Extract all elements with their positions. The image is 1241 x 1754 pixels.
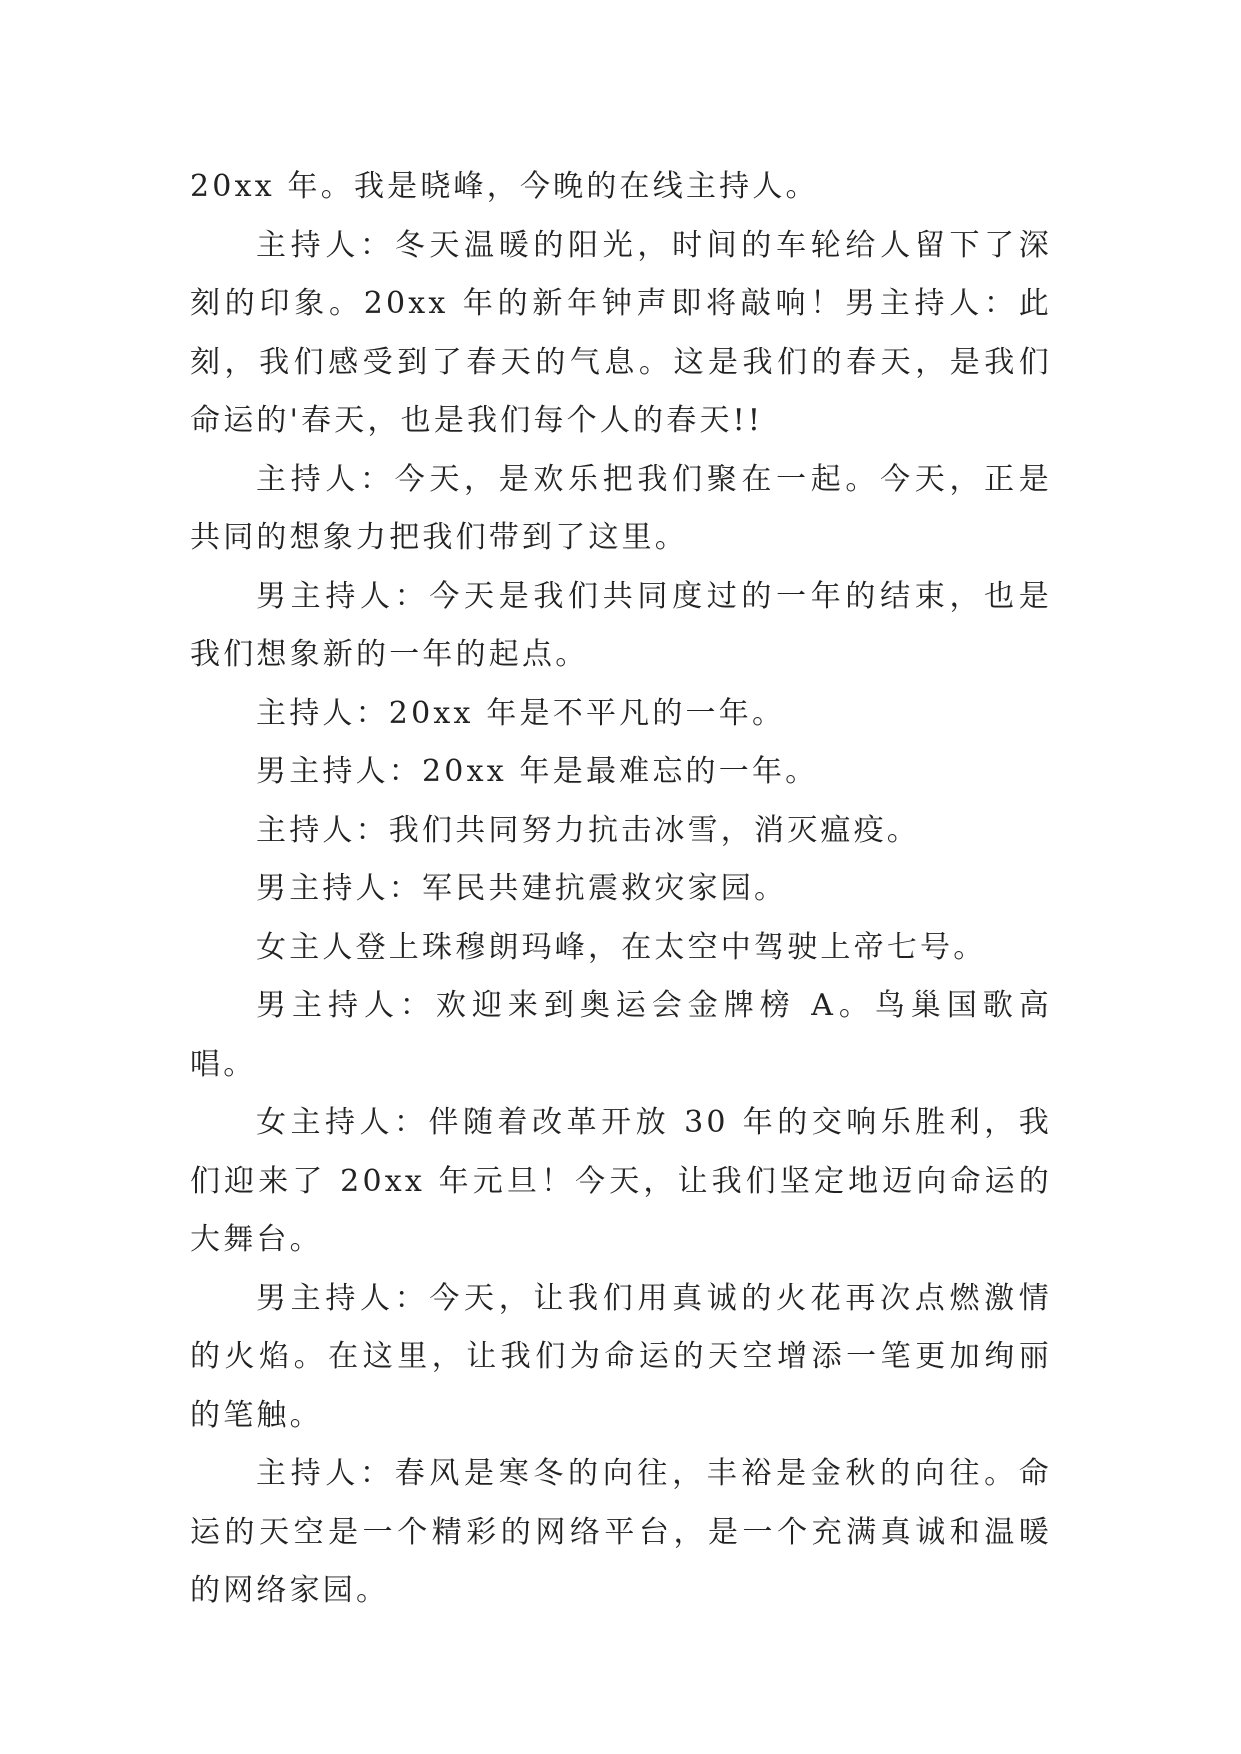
paragraph: 主持人：春风是寒冬的向往，丰裕是金秋的向往。命运的天空是一个精彩的网络平台，是一个充满真诚和温暖的网络家园。 (190, 1456, 1052, 1608)
paragraph: 男主持人：今天是我们共同度过的一年的结束，也是我们想象新的一年的起点。 (190, 578, 1052, 672)
paragraph: 主持人：冬天温暖的阳光，时间的车轮给人留下了深刻的印象。20xx 年的新年钟声即将敲响！男主持人：此刻，我们感受到了春天的气息。这是我们的春天，是我们命运的'春天，也是我们每个人的春天!! (190, 227, 1052, 438)
document-body (190, 158, 1052, 1621)
paragraph: 主持人：我们共同努力抗击冰雪，消灭瘟疫。 (256, 812, 920, 848)
paragraph: 男主持人：20xx 年是最难忘的一年。 (256, 754, 819, 789)
paragraph: 男主持人：军民共建抗震救灾家园。 (256, 871, 788, 906)
paragraph: 女主持人：伴随着改革开放 30 年的交响乐胜利，我们迎来了 20xx 年元旦！今天，让我们坚定地迈向命运的大舞台。 (190, 1105, 1052, 1257)
paragraph: 主持人：今天，是欢乐把我们聚在一起。今天，正是共同的想象力把我们带到了这里。 (190, 461, 1052, 555)
paragraph: 主持人：20xx 年是不平凡的一年。 (256, 695, 786, 731)
paragraph: 男主持人：今天，让我们用真诚的火花再次点燃激情的火焰。在这里，让我们为命运的天空增添一笔更加绚丽的笔触。 (190, 1280, 1052, 1433)
paragraph: 男主持人：欢迎来到奥运会金牌榜 A。鸟巢国歌高唱。 (190, 988, 1052, 1082)
paragraph: 20xx 年。我是晓峰，今晚的在线主持人。 (190, 169, 819, 204)
paragraph: 女主人登上珠穆朗玛峰，在太空中驾驶上帝七号。 (256, 929, 987, 965)
